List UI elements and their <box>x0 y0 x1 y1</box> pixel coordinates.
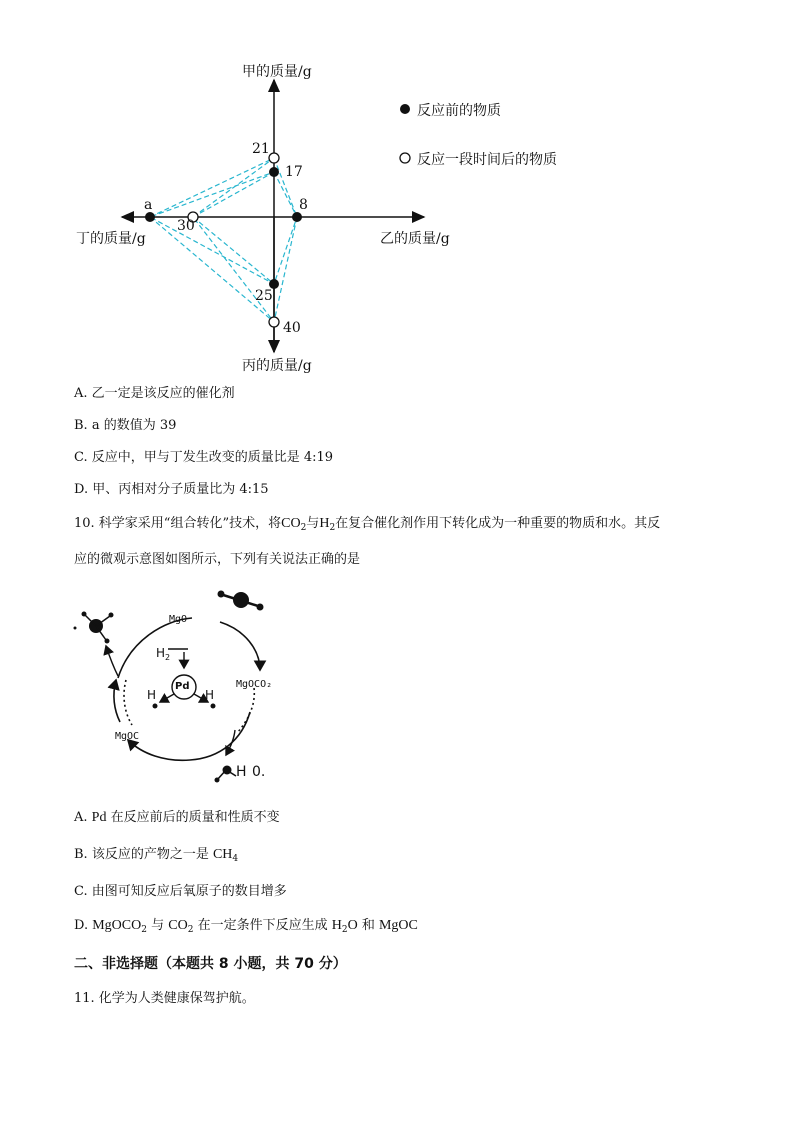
q10-option-d-sub2: 2 <box>187 925 194 935</box>
q10-stem-text-a: 10. 科学家采用“组合转化”技术，将 <box>74 516 282 531</box>
point-jia-after <box>269 153 279 163</box>
label-water-h: H <box>236 764 247 780</box>
value-30: 30 <box>177 218 195 234</box>
label-mgoc: MgOC <box>115 731 140 742</box>
point-bing-after <box>269 317 279 327</box>
methane-out-arrow <box>106 646 118 676</box>
mass-diagram <box>0 0 794 380</box>
value-8: 8 <box>299 197 308 213</box>
label-pd: Pd <box>175 681 190 692</box>
dotted-arc-left <box>124 680 132 725</box>
q10-option-d-o: O <box>347 918 358 933</box>
q10-option-d-mgoc: MgOC <box>378 918 418 933</box>
catalysis-diagram <box>70 580 310 795</box>
pd-left-arrow <box>160 694 174 702</box>
q11-stem: 11. 化学为人类健康保驾护航。 <box>74 991 255 1006</box>
label-h2-sub: 2 <box>165 653 171 662</box>
section-heading: 二、非选择题（本题共 8 小题，共 70 分） <box>74 956 347 972</box>
legend-after-label: 反应一段时间后的物质 <box>417 152 557 168</box>
q10-option-b-sub: 4 <box>232 854 239 864</box>
q10-option-d-h: H <box>331 918 342 933</box>
q10-option-d-sub3: 2 <box>341 925 348 935</box>
point-ding-before <box>145 212 155 222</box>
label-water-o: 0. <box>252 764 266 780</box>
q10-option-b <box>74 843 238 864</box>
q9-option-a: A. 乙一定是该反应的催化剂 <box>74 386 235 401</box>
q10-option-a-pd: Pd <box>91 810 107 825</box>
q10-option-c: C. 由图可知反应后氧原子的数目增多 <box>74 884 287 899</box>
value-a: a <box>144 197 153 213</box>
dash-link-2 <box>193 172 274 217</box>
value-17: 17 <box>285 164 303 180</box>
co2-atom-center <box>233 592 249 608</box>
q10-co2-sub: 2 <box>300 523 307 533</box>
q10-stem-text-c: 在复合催化剂作用下转化成为一种重要的物质和水。其反 <box>335 516 661 531</box>
point-yi-before <box>292 212 302 222</box>
methane-h-1 <box>82 612 87 617</box>
cycle-arc-left <box>114 680 120 722</box>
q10-option-b-ch: CH <box>212 847 233 862</box>
value-25: 25 <box>255 288 273 304</box>
cycle-arc-bottom <box>128 712 250 760</box>
value-40: 40 <box>283 320 301 336</box>
dash-link-4 <box>193 217 274 284</box>
label-h2 <box>156 646 170 662</box>
axis-label-yi: 乙的质量/g <box>380 231 450 247</box>
methane-h-3 <box>105 639 110 644</box>
label-h-left: H <box>147 688 157 702</box>
cycle-arc-top-right <box>220 622 260 670</box>
label-mgo: MgO <box>169 614 188 625</box>
q10-stem-text-b: 与 <box>306 516 320 531</box>
axis-label-bing: 丙的质量/g <box>242 358 312 374</box>
q10-option-a <box>74 806 280 826</box>
q10-option-a-prefix: A. <box>74 810 92 825</box>
water-out-arrow <box>226 730 235 755</box>
co2-atom-left <box>218 591 225 598</box>
legend-hollow-dot <box>400 153 410 163</box>
value-21: 21 <box>252 141 270 157</box>
before-outline <box>150 172 297 284</box>
q10-option-d-mid2: 在一定条件下反应生成 <box>193 918 332 933</box>
legend-before-label: 反应前的物质 <box>417 103 501 119</box>
q10-h2-sub: 2 <box>329 523 336 533</box>
q10-option-d-mgoco: MgOCO <box>92 918 142 933</box>
q10-option-d-prefix: D. <box>74 918 93 933</box>
h-atom-left <box>153 704 158 709</box>
q10-option-a-text: 在反应前后的质量和性质不变 <box>106 810 280 825</box>
legend-filled-dot <box>400 104 410 114</box>
point-jia-before <box>269 167 279 177</box>
q10-option-b-text: B. 该反应的产物之一是 <box>74 847 213 862</box>
methane-h-2 <box>109 613 114 618</box>
q10-stem-line2: 应的微观示意图如图所示，下列有关说法正确的是 <box>74 552 361 567</box>
q10-option-d <box>74 914 418 935</box>
label-mgoco2: MgOCO₂ <box>236 679 273 690</box>
q9-option-d: D. 甲、丙相对分子质量比为 4:15 <box>74 482 269 497</box>
q10-h2: H <box>319 516 330 531</box>
q9-option-b: B. a 的数值为 39 <box>74 418 177 433</box>
methane-dot <box>74 627 77 630</box>
co2-atom-right <box>257 604 264 611</box>
axis-label-ding: 丁的质量/g <box>76 231 146 247</box>
cycle-arc-top-left <box>118 618 192 678</box>
q9-option-c: C. 反应中，甲与丁发生改变的质量比是 4:19 <box>74 450 334 465</box>
label-h-right: H <box>205 688 215 702</box>
q10-option-d-mid1: 与 <box>146 918 169 933</box>
q10-option-d-mid3: 和 <box>357 918 379 933</box>
q10-co2: CO <box>281 516 301 531</box>
h-atom-right <box>211 704 216 709</box>
q10-option-d-co: CO <box>168 918 188 933</box>
dotted-arc-right <box>238 688 254 732</box>
q10-stem-line1 <box>74 512 660 533</box>
axis-label-jia: 甲的质量/g <box>242 64 312 80</box>
q10-option-d-sub1: 2 <box>141 925 147 935</box>
dash-link-1 <box>150 158 274 217</box>
label-h2-letter: H <box>156 646 166 660</box>
